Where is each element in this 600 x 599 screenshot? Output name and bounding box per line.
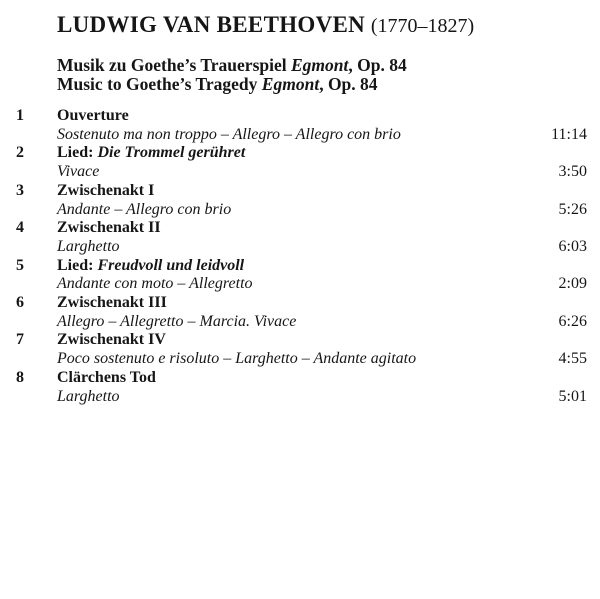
work-subtitles	[57, 56, 587, 94]
track-number: 6	[16, 294, 24, 312]
track-number: 8	[16, 368, 24, 386]
subtitle-english: Music to Goethe’s Tragedy Egmont, Op. 84	[57, 74, 378, 94]
track-number: 1	[16, 107, 24, 124]
track-row	[16, 294, 587, 331]
track-number: 7	[16, 331, 24, 349]
track-row	[16, 369, 587, 406]
track-tempo: Larghetto	[57, 387, 120, 405]
work-title-italic: Egmont	[261, 74, 320, 94]
track-title: Ouverture	[57, 107, 129, 124]
track-time: 5:26	[558, 200, 587, 218]
track-row	[16, 257, 587, 294]
track-title: Zwischenakt II	[57, 219, 161, 237]
track-time: 11:14	[551, 125, 587, 143]
track-title: Clärchens Tod	[57, 368, 156, 386]
track-time: 6:03	[558, 237, 587, 255]
track-title: Zwischenakt I	[57, 181, 155, 199]
track-list	[16, 107, 587, 406]
track-title: Zwischenakt III	[57, 294, 167, 312]
track-tempo: Allegro – Allegretto – Marcia. Vivace	[57, 312, 297, 330]
subtitle-german: Musik zu Goethe’s Trauerspiel Egmont, Op. 84	[57, 55, 407, 75]
track-time: 2:09	[558, 275, 587, 293]
track-tempo: Larghetto	[57, 237, 120, 255]
track-time: 4:55	[558, 350, 587, 368]
track-time: 3:50	[558, 163, 587, 181]
track-row	[16, 182, 587, 219]
work-title-italic: Egmont	[290, 55, 349, 75]
composer-dates: (1770–1827)	[370, 15, 475, 37]
track-row	[16, 219, 587, 256]
track-row	[16, 144, 587, 181]
track-time: 5:01	[558, 387, 587, 405]
track-time: 6:26	[558, 312, 587, 330]
track-tempo: Andante – Allegro con brio	[57, 200, 232, 218]
composer-name: LUDWIG VAN BEETHOVEN	[57, 12, 366, 37]
track-tempo: Vivace	[57, 163, 100, 181]
track-tempo: Andante con moto – Allegretto	[57, 275, 253, 293]
track-title: Lied: Freudvoll und leidvoll	[57, 256, 245, 274]
track-title: Lied: Die Trommel gerühret	[57, 144, 246, 162]
track-row	[16, 107, 587, 144]
track-title: Zwischenakt IV	[57, 331, 166, 349]
track-number: 4	[16, 219, 24, 237]
track-number: 5	[16, 256, 24, 274]
track-tempo: Poco sostenuto e risoluto – Larghetto – Andante agitato	[57, 350, 417, 368]
track-row	[16, 331, 587, 368]
track-tempo: Sostenuto ma non troppo – Allegro – Allegro con brio	[57, 125, 401, 143]
track-number: 3	[16, 181, 24, 199]
page-header	[57, 12, 587, 94]
track-number: 2	[16, 144, 24, 162]
composer-line	[57, 12, 587, 39]
